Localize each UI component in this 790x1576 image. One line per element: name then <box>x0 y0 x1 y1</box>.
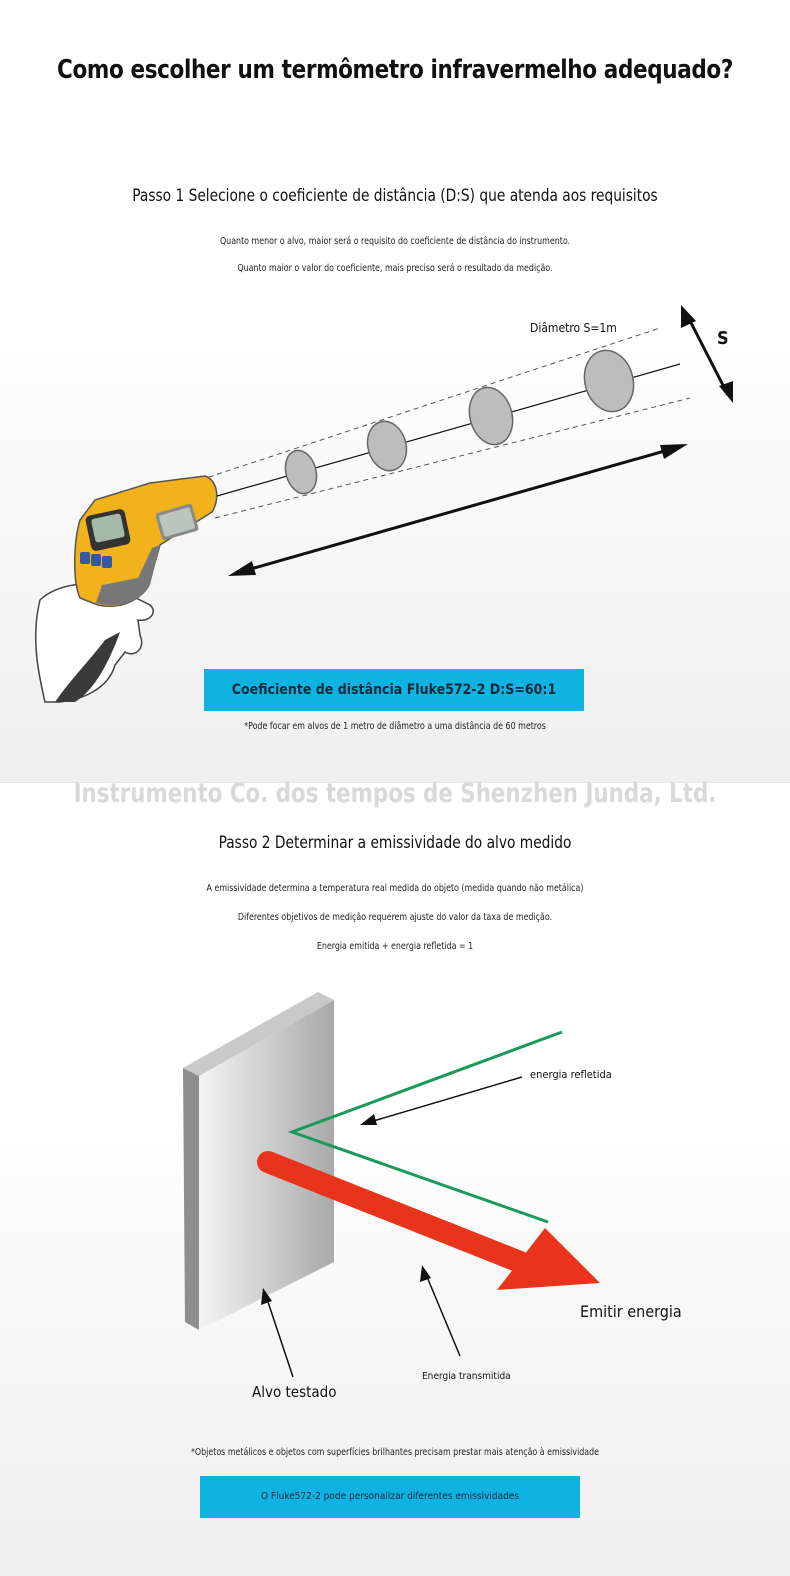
step1-note-1: Quanto menor o alvo, maior será o requisito do coeficiente de distância do instrumento. <box>219 236 571 247</box>
company-watermark: Instrumento Co. dos tempos de Shenzhen Junda, Ltd. <box>73 778 717 809</box>
step1-title: Passo 1 Selecione o coeficiente de distância (D:S) que atenda aos requisitos <box>132 186 658 206</box>
emit-energy-label: Emitir energia <box>580 1302 682 1321</box>
step1-footnote: *Pode focar em alvos de 1 metro de diâmetro a uma distância de 60 metros <box>244 721 546 732</box>
step2-note-3: Energia emitida + energia refletida = 1 <box>316 941 474 952</box>
page-title: Como escolher um termômetro infravermelho adequado? <box>57 55 733 85</box>
emissivity-banner: O Fluke572-2 pode personalizar diferentes emissividades <box>200 1476 580 1518</box>
tested-target-label: Alvo testado <box>252 1383 337 1401</box>
reflected-energy-label: energia refletida <box>530 1068 612 1081</box>
transmitted-energy-label: Energia transmitida <box>422 1371 511 1382</box>
target-pointer <box>266 1296 293 1377</box>
transmitted-pointer <box>425 1272 460 1356</box>
step2-note-1: A emissividade determina a temperatura real medida do objeto (medida quando não metálica) <box>206 883 584 894</box>
wall-side <box>183 1068 199 1330</box>
ds-ratio-banner: Coeficiente de distância Fluke572-2 D:S=60:1 <box>204 669 584 711</box>
diameter-label: Diâmetro S=1m <box>530 321 617 335</box>
s-label: S <box>717 328 729 349</box>
reflected-pointer <box>370 1077 522 1122</box>
step2-note-2: Diferentes objetivos de medição requerem ajuste do valor da taxa de medição. <box>237 912 553 923</box>
step2-title: Passo 2 Determinar a emissividade do alvo medido <box>218 833 572 853</box>
step2-footnote: *Objetos metálicos e objetos com superfícies brilhantes precisam prestar mais atenção à emissividade <box>190 1447 600 1458</box>
step1-note-2: Quanto maior o valor do coeficiente, mais preciso será o resultado da medição. <box>237 263 553 274</box>
